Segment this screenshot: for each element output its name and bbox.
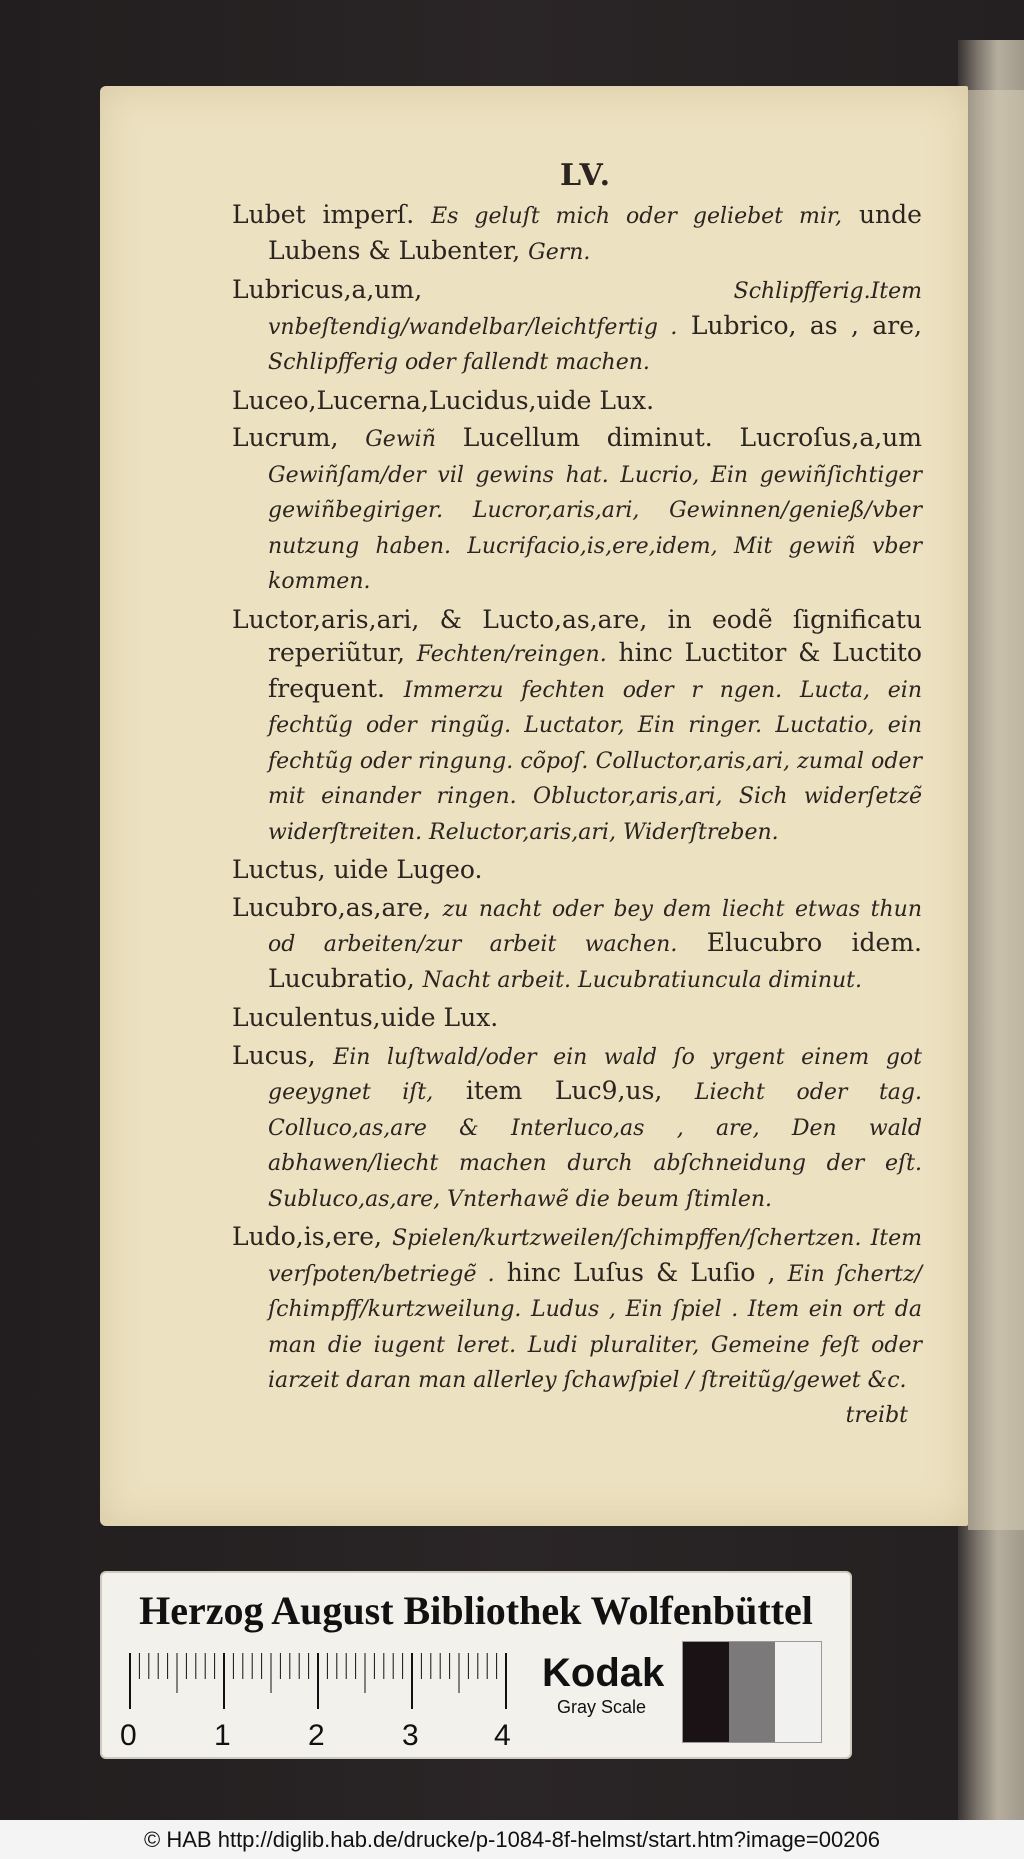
ruler-label: 4 [494,1719,511,1752]
color-calibration-plate [102,1573,850,1757]
latin-headword: Lucellum diminut. Lucroſus,a,um [462,423,922,452]
latin-headword: unde Lubens & Lubenter, [268,200,922,265]
ruler-label: 3 [402,1719,419,1752]
dictionary-entry [232,891,922,998]
ruler-label: 0 [120,1719,137,1752]
catchword: treibt [845,1402,908,1428]
latin-headword: Lubricus,a,um, [232,275,423,304]
latin-headword: Lucubro,as,are, [232,892,432,922]
german-gloss: Es geluſt mich oder geliebet mir, [431,204,843,229]
german-gloss: zu nacht oder bey dem liecht etwas thun od arbeiten/zur arbeit wachen. [268,896,923,957]
latin-headword: Lubrico, as , are, [690,310,922,340]
gray-patch-mid [729,1642,775,1742]
latin-headword: hinc Luctitor & Luctito frequent. [268,638,922,703]
dictionary-entry [232,853,922,887]
german-gloss: Gern. [528,239,591,265]
entry-list [232,198,922,1430]
facing-page-sliver [968,90,1024,1530]
ruler-label: 2 [308,1719,325,1752]
gray-patch-light [775,1642,821,1742]
german-gloss: Ein ſchertz/ſchimpff/kurtzweilung. Ludus , Ein ſpiel . Item ein ort da man die iugent leret. Ludi pluraliter, Gemeine feſt oder iarzeit daran man allerley ſchawſpiel / ſtreitũg/gewet &c. [268,1261,922,1393]
latin-headword: Luctus, uide Lugeo. [232,855,483,884]
gray-patches [682,1641,822,1743]
latin-headword: Lucus, [232,1040,316,1070]
dictionary-entry [232,603,922,850]
latin-headword: Lubet imperſ. [232,200,415,229]
dictionary-entry [232,421,922,599]
german-gloss: Nacht arbeit. Lucubratiuncula diminut. [422,967,862,993]
copyright-footer: © HAB http://diglib.hab.de/drucke/p-1084-8f-helmst/start.htm?image=00206 [0,1820,1024,1859]
kodak-logo: Kodak [542,1651,665,1695]
latin-headword: hinc Luſus & Luſio , [506,1257,776,1287]
latin-headword: Luceo,Lucerna,Lucidus,uide Lux. [232,385,655,415]
dictionary-entry [232,1001,922,1035]
german-gloss: Liecht oder tag. Colluco,as,are & Interluco,as , are, Den wald abhawen/liecht machen durch abſchneidung der eſt. Subluco,as,are, Vnterhawẽ die beum ſtimlen. [268,1080,922,1212]
german-gloss: Spielen/kurtzweilen/ſchimpffen/ſchertzen. Item verſpoten/betriegẽ . [268,1226,923,1287]
dictionary-entry [232,273,922,380]
gray-patch-dark [683,1642,729,1742]
dictionary-entry [232,1039,922,1217]
dictionary-entry [232,198,922,269]
latin-headword: Luculentus,uide Lux. [232,1003,499,1032]
gray-scale-label: Gray Scale [557,1697,647,1717]
library-name: Herzog August Bibliothek Wolfenbüttel [139,1588,813,1633]
latin-headword: Ludo,is,ere, [232,1222,382,1251]
german-gloss: Gewiñſam/der vil gewins hat. Lucrio, Ein gewiñſichtiger gewiñbegiriger. Lucror,aris,ari, Gewinnen/genieß/vber nutzung haben. Lucrifacio,is,ere,idem, Mit gewiñ vber kommen. [268,462,922,594]
latin-headword: Luctor,aris,ari, & Lucto,as,are, in eodẽ ſignificatu reperiũtur, [232,604,922,667]
german-gloss: Gewiñ [365,427,436,452]
german-gloss: Fechten/reingen. [416,642,607,667]
dictionary-entry [232,1220,922,1398]
latin-headword: Lucrum, [232,423,339,452]
ruler-label: 1 [214,1719,231,1752]
latin-headword: Elucubro idem. Lucubratio, [268,928,922,993]
german-gloss: Ein luſtwald/oder ein wald ſo yrgent einem got geeygnet iſt, [268,1044,923,1105]
german-gloss: Schlipfferig oder fallendt machen. [268,350,650,375]
dictionary-entry [232,384,922,418]
german-gloss: Immerzu fechten oder r ngen. Lucta, ein fechtũg oder ringũg. Luctator, Ein ringer. Luctatio, ein fechtũg oder ringung. cõpoſ. Colluctor,aris,ari, zumal oder mit einander ringen. Obluctor,aris,ari, Sich widerſetzẽ widerſtreiten. Reluctor,aris,ari, Widerſtreben. [268,677,922,845]
page-number: LV. [560,158,613,193]
german-gloss: Schlipfferig.Item vnbeſtendig/wandelbar/leichtfertig . [268,279,922,340]
latin-headword: item Luc9,us, [465,1076,663,1105]
